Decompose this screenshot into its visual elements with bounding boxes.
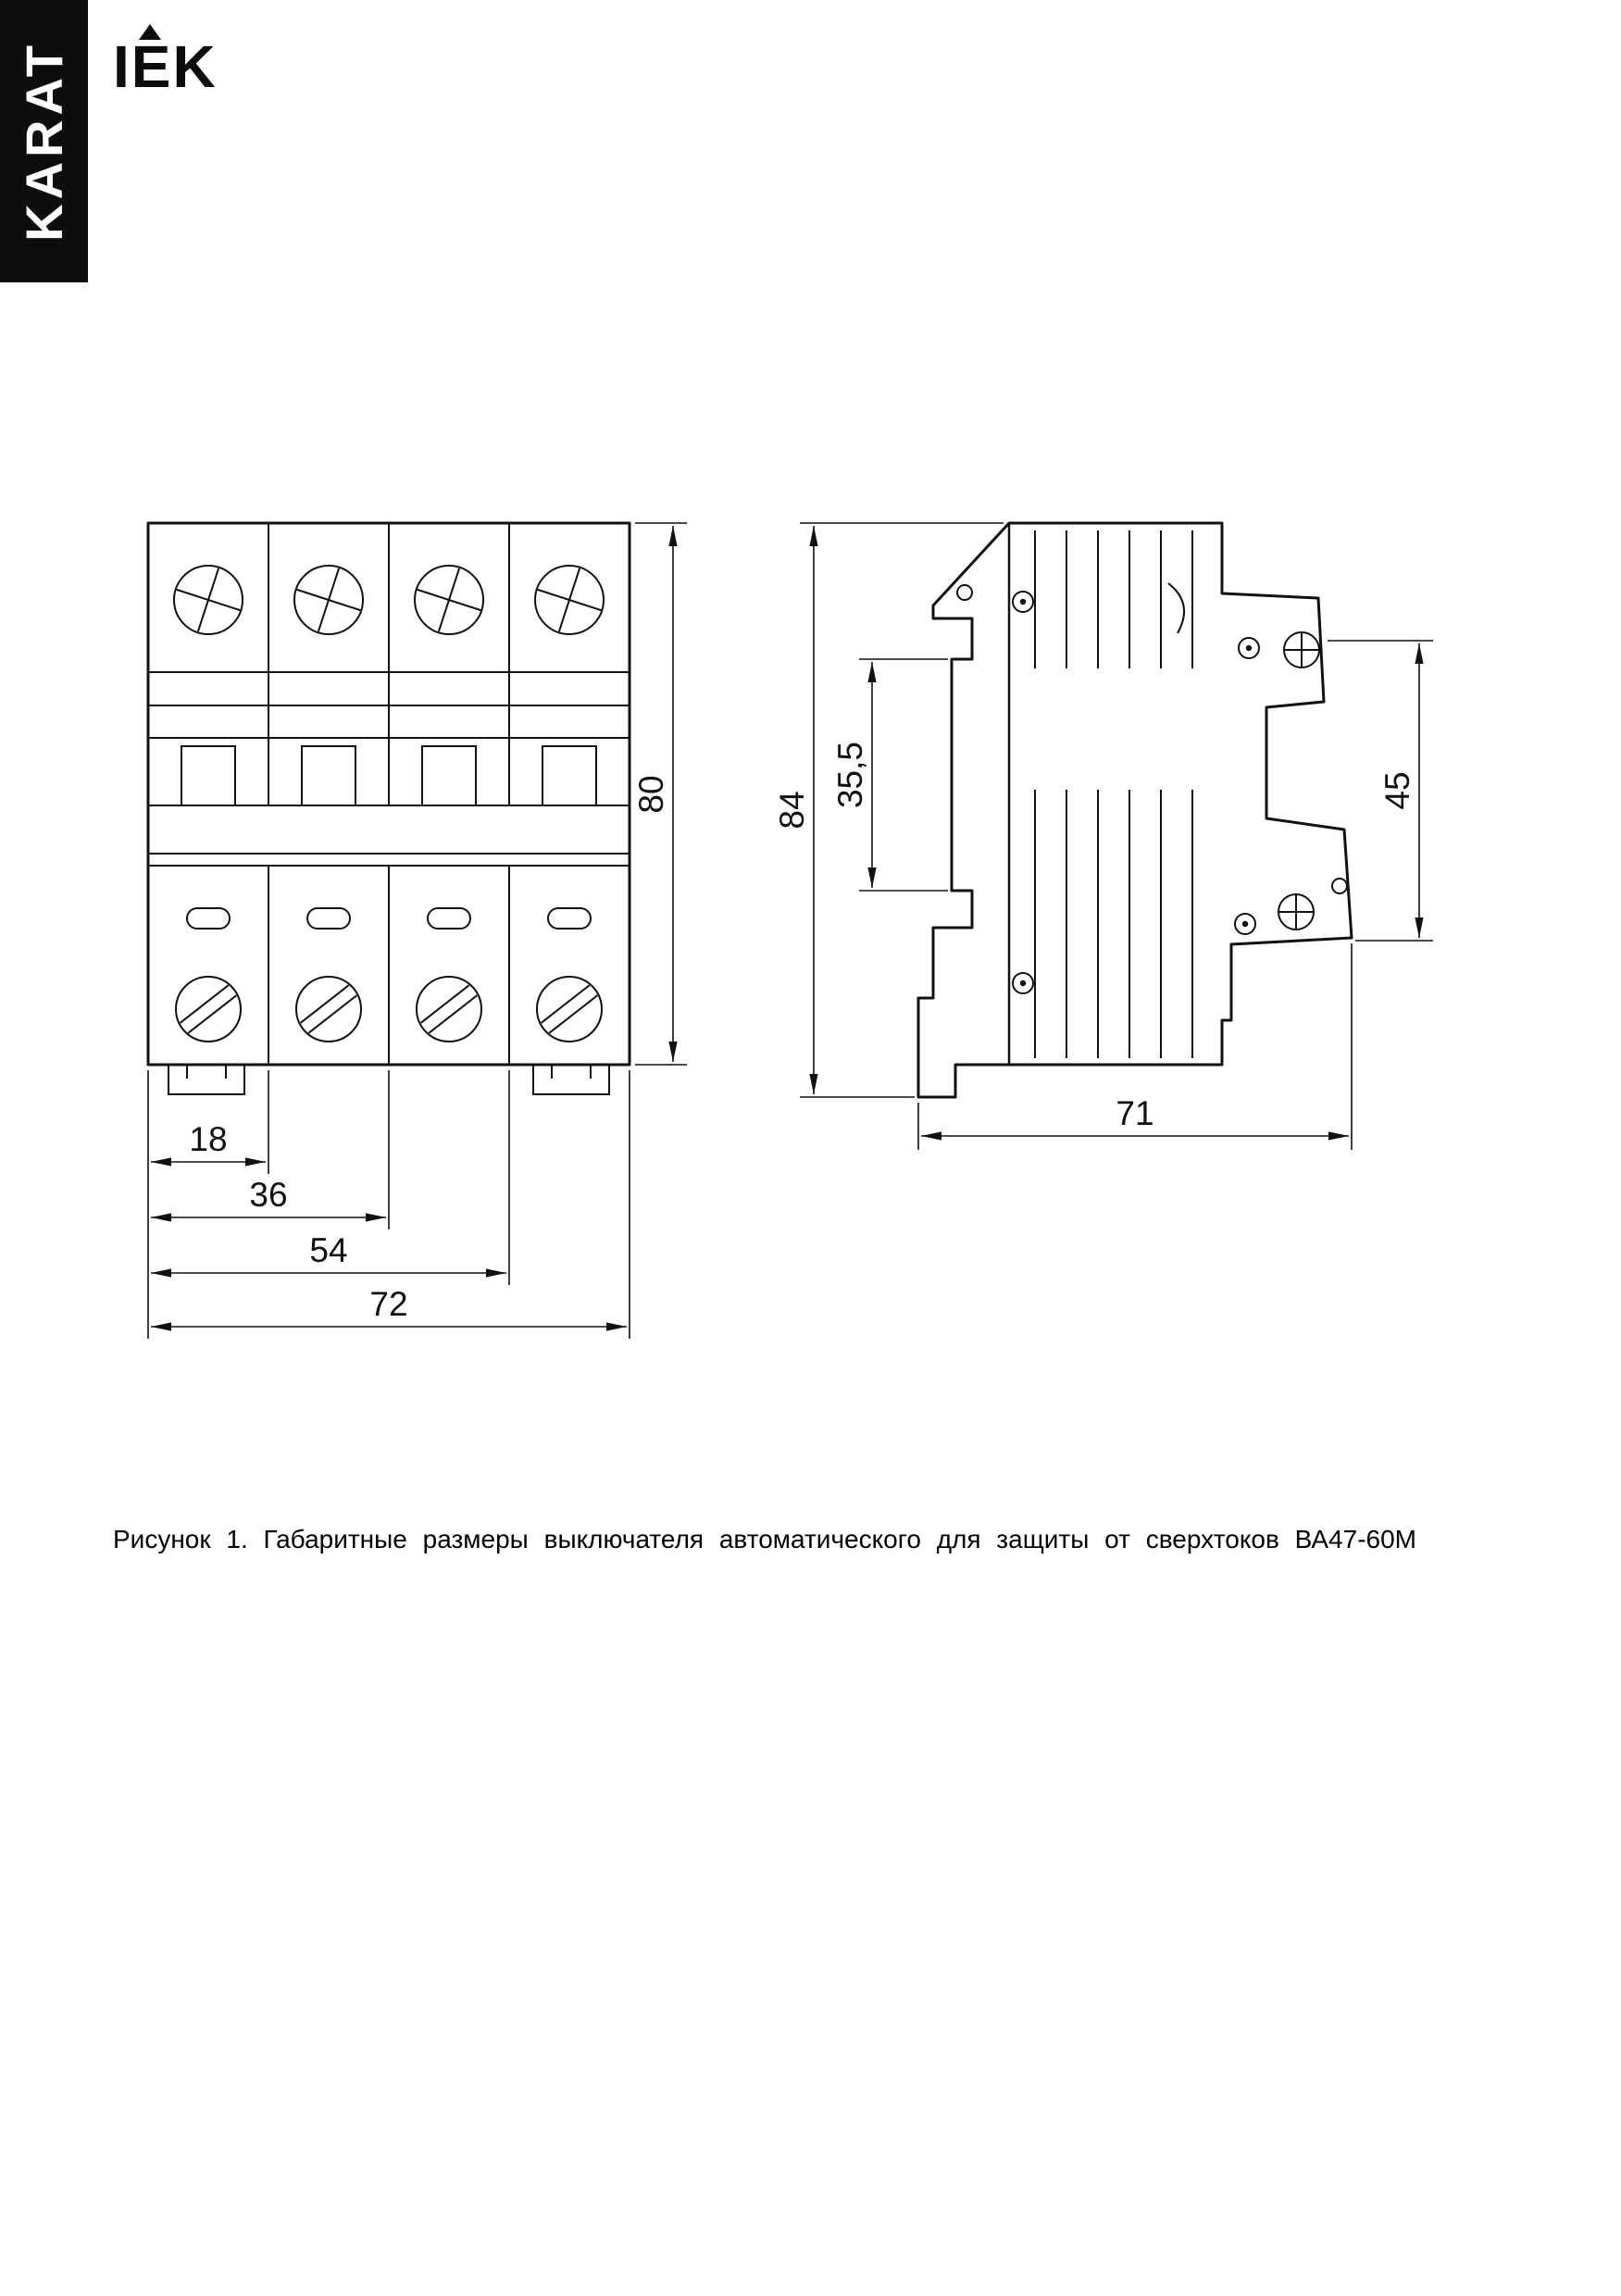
iek-logo-text: IEK [113,33,218,100]
dim-front-width-1pole: 18 [189,1120,228,1158]
housing-ribs [1035,530,1192,1058]
front-view-dimensions [148,523,687,1339]
karat-vertical-label: KARAT [15,41,73,242]
side-profile-outline [918,523,1352,1097]
dim-side-height: 84 [773,791,811,830]
dim-front-width-2pole: 36 [249,1176,288,1214]
figure-caption: Рисунок 1. Габаритные размеры выключателя автоматического для защиты от сверхтоков ВА47-60М [113,1525,1416,1554]
dim-front-height: 80 [632,775,670,814]
dim-front-width-3pole: 54 [309,1231,348,1269]
side-view [918,523,1352,1097]
dim-front-width-total: 72 [369,1285,408,1323]
dim-side-depth: 71 [1116,1094,1154,1132]
housing-rivets [957,585,1347,993]
dim-side-mount-span: 45 [1378,771,1416,810]
front-view [148,523,630,1094]
front-dimension-lines [148,523,687,1339]
toggle-slot-arc [1168,583,1184,633]
dim-side-din-slot: 35,5 [831,741,869,809]
side-view-dimensions [773,523,1433,1150]
side-dimension-lines [800,523,1433,1150]
side-terminal-screws [1278,632,1319,930]
